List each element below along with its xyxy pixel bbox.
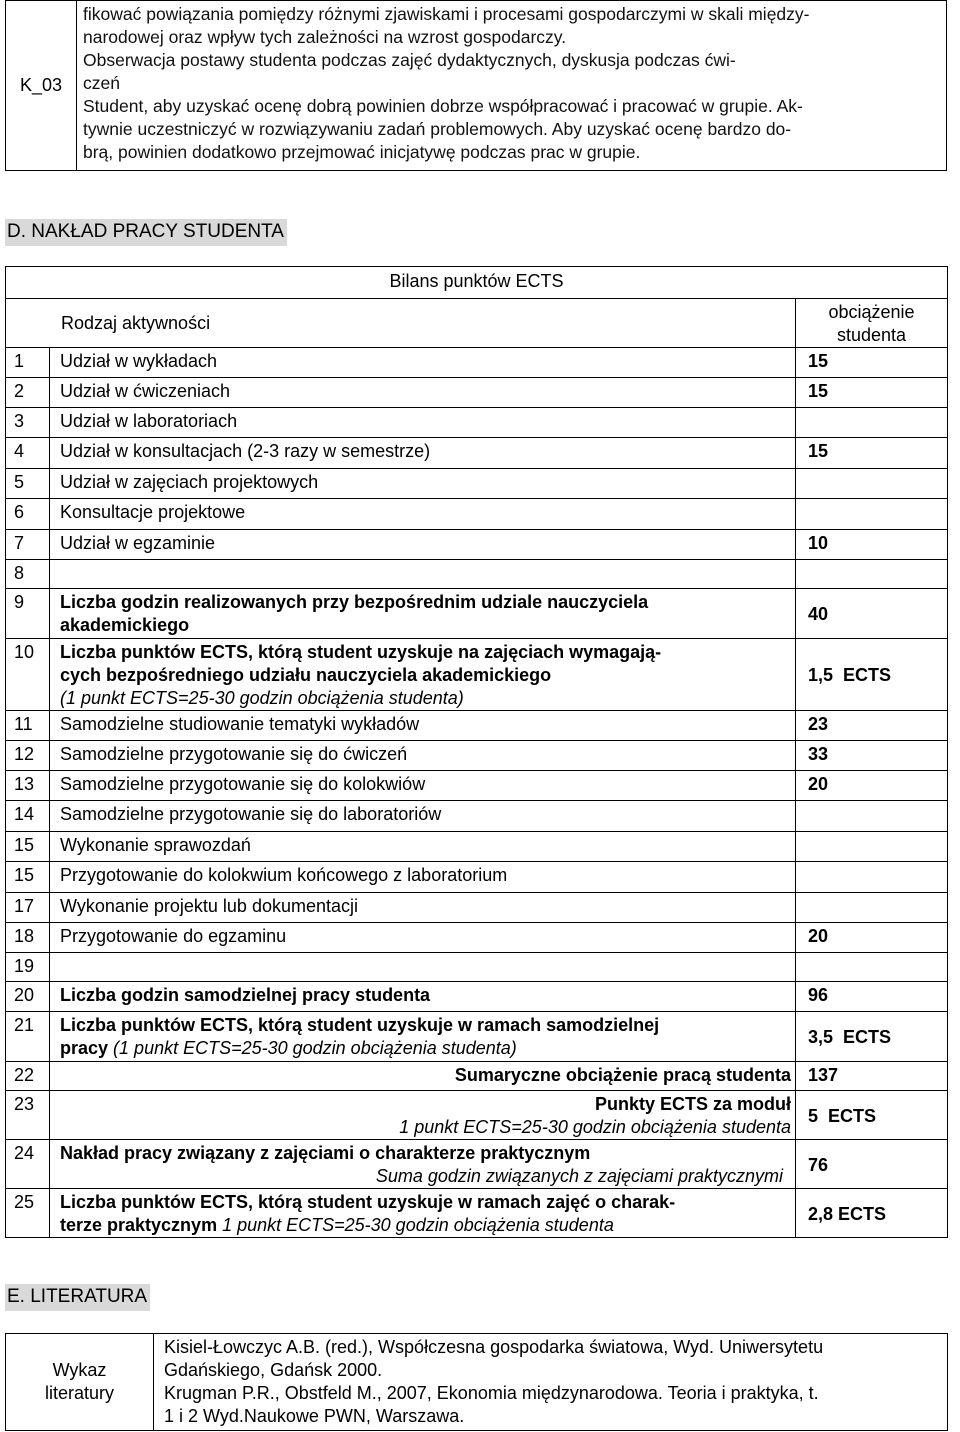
- activity-column-header: Rodzaj aktywności: [6, 299, 796, 348]
- row-number: 22: [6, 1062, 50, 1091]
- row-number: 15: [6, 862, 50, 893]
- activity-text: Samodzielne studiowanie tematyki wykładów: [60, 714, 420, 734]
- activity-note: (1 punkt ECTS=25-30 godzin obciążenia studenta): [60, 688, 464, 708]
- row-number: 10: [6, 639, 50, 711]
- load-value: 23: [796, 711, 948, 741]
- activity-text: Przygotowanie do kolokwium końcowego z laboratorium: [60, 865, 508, 885]
- activity-cell: [50, 348, 796, 378]
- table-row: [6, 1012, 948, 1062]
- load-value: 137: [796, 1062, 948, 1091]
- description-line: Student, aby uzyskać ocenę dobrą powinien dobrze współpracować i pracować w grupie. Ak-: [83, 96, 803, 116]
- load-value: 3,5 ECTS: [796, 1012, 948, 1062]
- literature-line: 1 i 2 Wyd.Naukowe PWN, Warszawa.: [164, 1406, 465, 1426]
- activity-cell: [50, 589, 796, 639]
- activity-text: Liczba punktów ECTS, którą student uzyskuje w ramach samodzielnej: [60, 1015, 660, 1035]
- load-value: 20: [796, 923, 948, 953]
- activity-cell: [50, 378, 796, 408]
- load-value: [796, 469, 948, 499]
- row-number: 23: [6, 1091, 50, 1140]
- activity-text: Udział w konsultacjach (2-3 razy w semestrze): [60, 441, 431, 461]
- row-number: 14: [6, 801, 50, 832]
- activity-text: Liczba godzin samodzielnej pracy studenta: [60, 985, 431, 1005]
- row-number: 12: [6, 741, 50, 771]
- row-number: 21: [6, 1012, 50, 1062]
- activity-text: Udział w egzaminie: [60, 533, 216, 553]
- table-row: [6, 801, 948, 832]
- table-row: [6, 1189, 948, 1238]
- row-number: 13: [6, 771, 50, 801]
- table-row: [6, 469, 948, 499]
- table-row: [6, 499, 948, 530]
- table-row: [6, 953, 948, 982]
- load-value: 2,8 ECTS: [796, 1189, 948, 1238]
- activity-text: Punkty ECTS za moduł: [594, 1094, 791, 1114]
- load-value: 96: [796, 982, 948, 1012]
- activity-cell: [50, 469, 796, 499]
- load-value: 15: [796, 348, 948, 378]
- row-number: 9: [6, 589, 50, 639]
- activity-cell: [50, 1062, 796, 1091]
- activity-cell: [50, 408, 796, 438]
- table-row: [6, 348, 948, 378]
- activity-text: 1 punkt ECTS=25-30 godzin obciążenia studenta: [399, 1117, 791, 1137]
- table-row: [6, 982, 948, 1012]
- load-value: 33: [796, 741, 948, 771]
- description-line: czeń: [83, 73, 120, 93]
- activity-cell: [50, 741, 796, 771]
- table-row: [6, 832, 948, 862]
- literature-line: Krugman P.R., Obstfeld M., 2007, Ekonomia międzynarodowa. Teoria i praktyka, t.: [164, 1383, 819, 1403]
- load-value: [796, 499, 948, 530]
- load-value: [796, 862, 948, 893]
- row-number: 7: [6, 530, 50, 560]
- row-number: 8: [6, 560, 50, 589]
- activity-text: Konsultacje projektowe: [60, 502, 246, 522]
- load-value: 76: [796, 1140, 948, 1189]
- load-value: 1,5 ECTS: [796, 639, 948, 711]
- load-value: 5 ECTS: [796, 1091, 948, 1140]
- assessment-table: [5, 0, 947, 171]
- table-row: [6, 923, 948, 953]
- activity-cell: [50, 1140, 796, 1189]
- row-number: 1: [6, 348, 50, 378]
- activity-text: Udział w wykładach: [60, 351, 218, 371]
- effect-description: [77, 1, 947, 171]
- row-number: 6: [6, 499, 50, 530]
- table-row: [6, 862, 948, 893]
- row-number: 18: [6, 923, 50, 953]
- activity-cell: [50, 639, 796, 711]
- section-heading-d: D. NAKŁAD PRACY STUDENTA: [5, 219, 287, 246]
- ects-balance-table: [5, 266, 948, 1238]
- description-line: tywnie uczestniczyć w rozwiązywaniu zadań problemowych. Aby uzyskać ocenę bardzo do-: [83, 119, 792, 139]
- section-heading-e: E. LITERATURA: [5, 1284, 150, 1311]
- ects-table-title: Bilans punktów ECTS: [6, 267, 948, 299]
- description-line: fikować powiązania pomiędzy różnymi zjawiskami i procesami gospodarczymi w skali między-: [83, 4, 810, 24]
- load-value: [796, 953, 948, 982]
- activity-text: Liczba punktów ECTS, którą student uzyskuje w ramach zajęć o charak-: [60, 1192, 676, 1212]
- activity-note: 1 punkt ECTS=25-30 godzin obciążenia studenta: [217, 1215, 614, 1235]
- table-row: [6, 438, 948, 469]
- load-column-header: obciążenie studenta: [796, 299, 948, 348]
- description-line: brą, powinien dodatkowo przejmować inicjatywę podczas prac w grupie.: [83, 142, 641, 162]
- activity-cell: [50, 438, 796, 469]
- activity-text: Samodzielne przygotowanie się do ćwiczeń: [60, 744, 408, 764]
- row-number: 19: [6, 953, 50, 982]
- row-number: 25: [6, 1189, 50, 1238]
- load-value: [796, 560, 948, 589]
- activity-cell: [50, 530, 796, 560]
- load-value: [796, 893, 948, 923]
- activity-cell: [50, 499, 796, 530]
- activity-cell: [50, 711, 796, 741]
- table-row: [6, 408, 948, 438]
- activity-text: cych bezpośredniego udziału nauczyciela akademickiego: [60, 665, 552, 685]
- effect-code: K_03: [6, 1, 77, 171]
- table-row: [6, 893, 948, 923]
- activity-cell: [50, 832, 796, 862]
- activity-text: Liczba punktów ECTS, którą student uzyskuje na zajęciach wymagają-: [60, 642, 662, 662]
- activity-cell: [50, 560, 796, 589]
- activity-text: Przygotowanie do egzaminu: [60, 926, 287, 946]
- load-value: [796, 832, 948, 862]
- activity-text: Liczba godzin realizowanych przy bezpośrednim udziale nauczyciela: [60, 592, 649, 612]
- activity-cell: [50, 1189, 796, 1238]
- load-value: 10: [796, 530, 948, 560]
- load-value: 20: [796, 771, 948, 801]
- activity-text: Nakład pracy związany z zajęciami o charakterze praktycznym: [60, 1143, 591, 1163]
- activity-cell: [50, 1091, 796, 1140]
- literature-list: [154, 1334, 948, 1431]
- table-row: [6, 741, 948, 771]
- table-row: [6, 378, 948, 408]
- activity-text: Wykonanie sprawozdań: [60, 835, 251, 855]
- row-number: 20: [6, 982, 50, 1012]
- activity-text: Udział w ćwiczeniach: [60, 381, 231, 401]
- activity-text: Samodzielne przygotowanie się do laboratoriów: [60, 804, 442, 824]
- row-number: 5: [6, 469, 50, 499]
- table-row: [6, 1091, 948, 1140]
- row-number: 15: [6, 832, 50, 862]
- row-number: 11: [6, 711, 50, 741]
- activity-text: pracy: [60, 1038, 109, 1058]
- table-row: [6, 1140, 948, 1189]
- description-line: Obserwacja postawy studenta podczas zajęć dydaktycznych, dyskusja podczas ćwi-: [83, 50, 736, 70]
- activity-cell: [50, 982, 796, 1012]
- table-row: [6, 589, 948, 639]
- row-number: 4: [6, 438, 50, 469]
- activity-cell: [50, 862, 796, 893]
- load-value: [796, 408, 948, 438]
- row-number: 17: [6, 893, 50, 923]
- table-row: [6, 1062, 948, 1091]
- table-row: [6, 639, 948, 711]
- literature-line: Gdańskiego, Gdańsk 2000.: [164, 1360, 383, 1380]
- activity-text: Suma godzin związanych z zajęciami praktycznymi: [375, 1166, 783, 1186]
- activity-text: Samodzielne przygotowanie się do kolokwiów: [60, 774, 426, 794]
- activity-text: akademickiego: [60, 615, 190, 635]
- load-value: 15: [796, 378, 948, 408]
- activity-cell: [50, 893, 796, 923]
- activity-cell: [50, 801, 796, 832]
- activity-text: Udział w laboratoriach: [60, 411, 238, 431]
- activity-text: Sumaryczne obciążenie pracą studenta: [454, 1065, 791, 1085]
- literature-line: Kisiel-Łowczyc A.B. (red.), Współczesna gospodarka światowa, Wyd. Uniwersytetu: [164, 1337, 824, 1357]
- load-value: 15: [796, 438, 948, 469]
- activity-text: Wykonanie projektu lub dokumentacji: [60, 896, 359, 916]
- activity-cell: [50, 953, 796, 982]
- table-row: [6, 560, 948, 589]
- literature-table: [5, 1333, 948, 1431]
- row-number: 2: [6, 378, 50, 408]
- load-value: [796, 801, 948, 832]
- table-row: [6, 711, 948, 741]
- activity-cell: [50, 771, 796, 801]
- row-number: 3: [6, 408, 50, 438]
- table-row: [6, 771, 948, 801]
- activity-text: Udział w zajęciach projektowych: [60, 472, 319, 492]
- activity-cell: [50, 923, 796, 953]
- activity-note: (1 punkt ECTS=25-30 godzin obciążenia studenta): [108, 1038, 517, 1058]
- table-row: [6, 530, 948, 560]
- load-value: 40: [796, 589, 948, 639]
- activity-text: terze praktycznym: [60, 1215, 218, 1235]
- row-number: 24: [6, 1140, 50, 1189]
- literature-label: Wykaz literatury: [6, 1334, 154, 1431]
- description-line: narodowej oraz wpływ tych zależności na wzrost gospodarczy.: [83, 27, 567, 47]
- activity-cell: [50, 1012, 796, 1062]
